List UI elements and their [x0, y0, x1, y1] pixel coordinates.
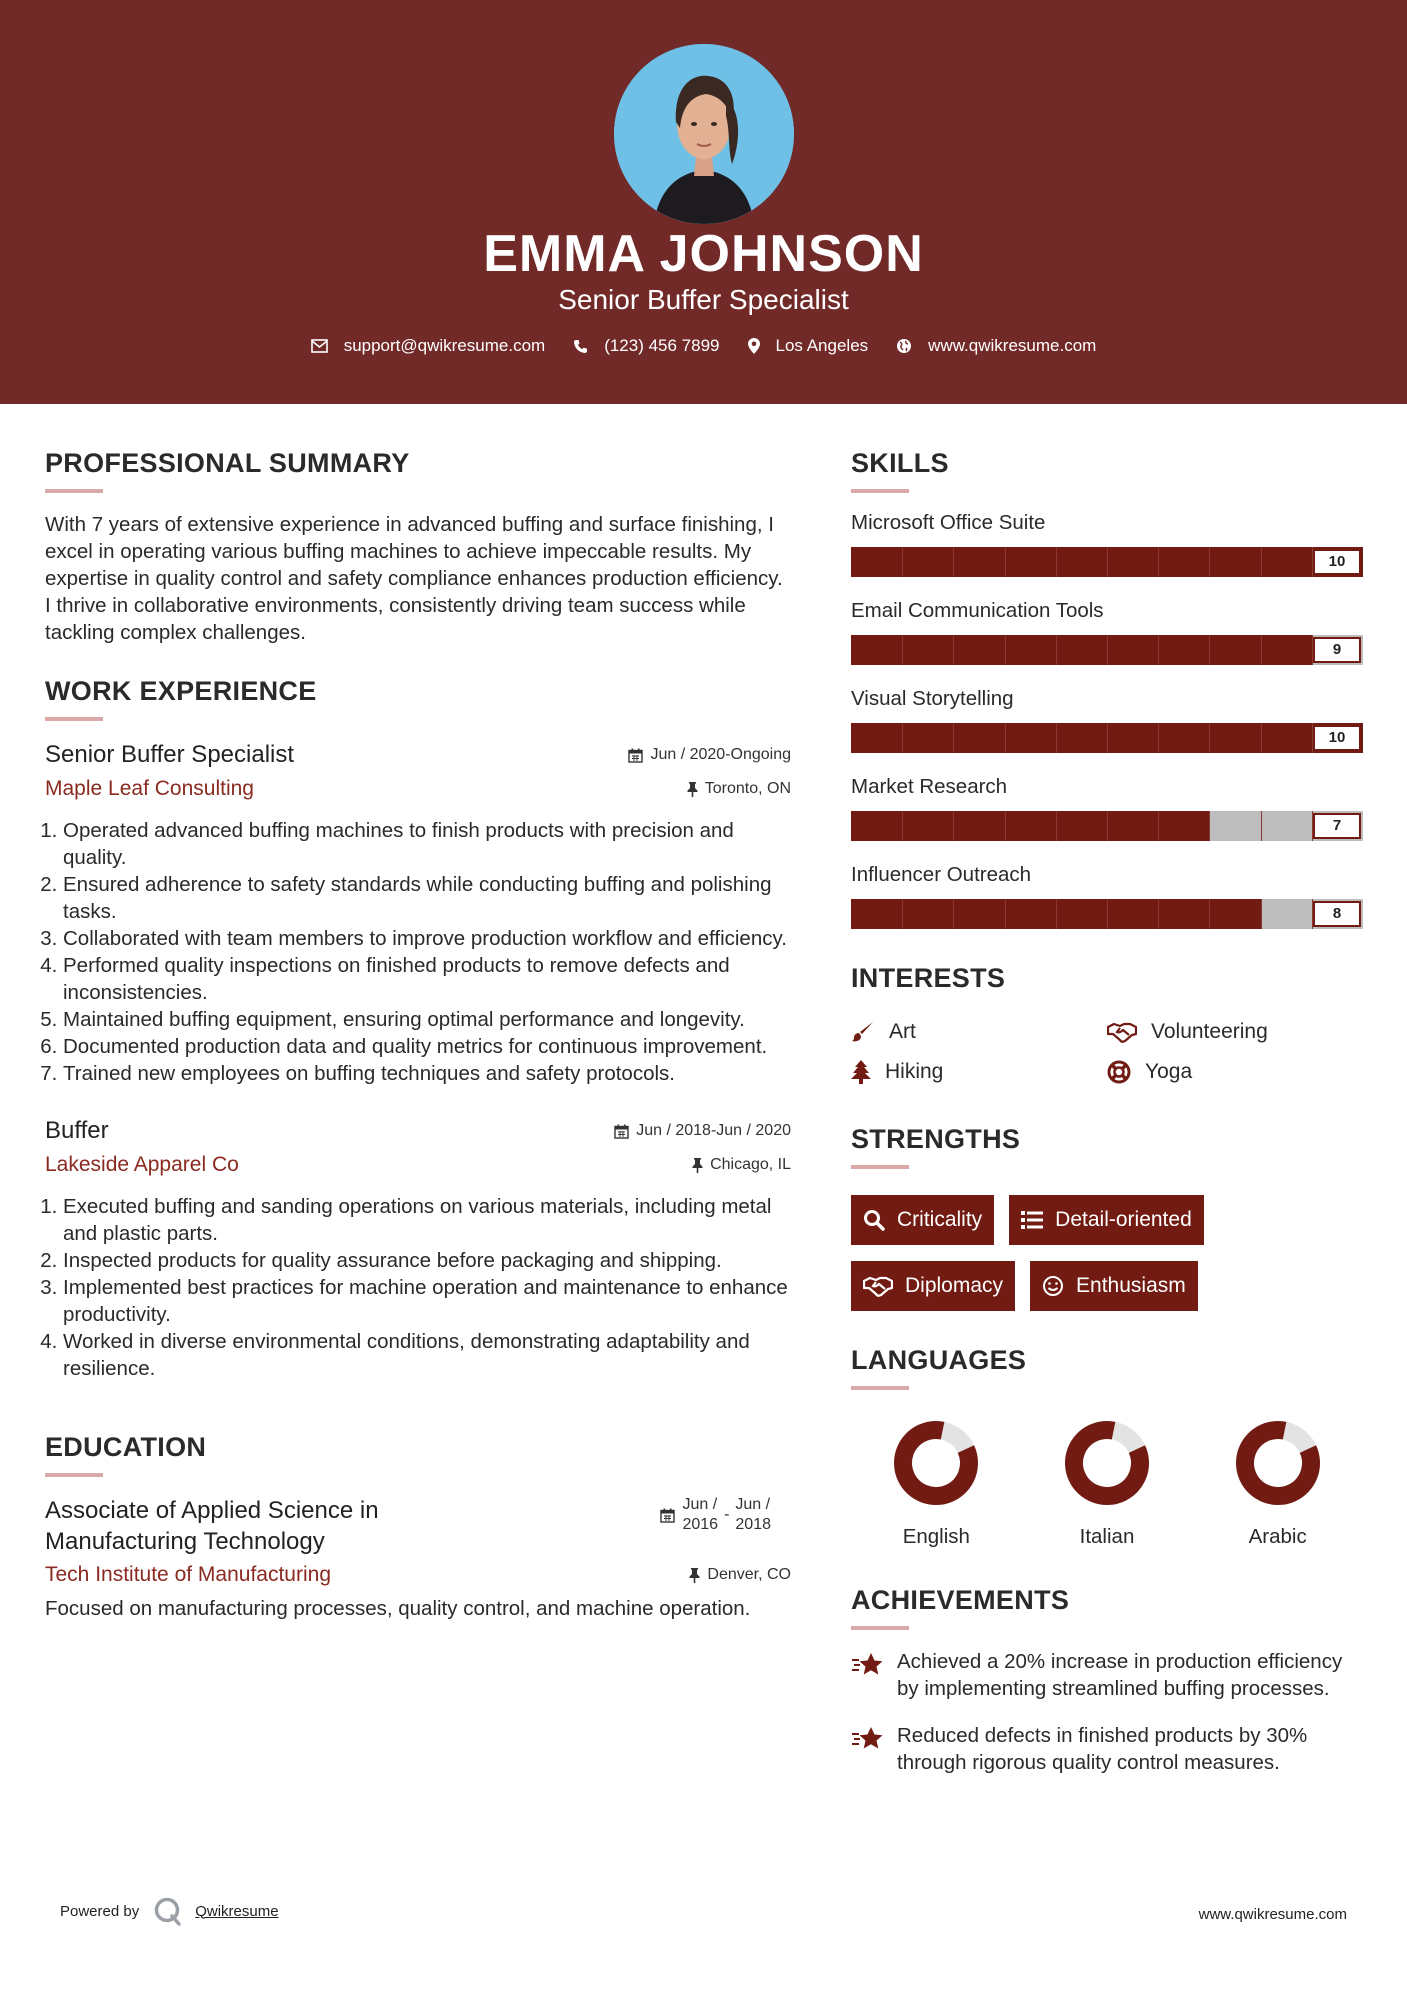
section-divider	[45, 1473, 103, 1477]
skill-name: Microsoft Office Suite	[851, 511, 1046, 534]
end-year: 2018	[735, 1516, 771, 1533]
skill-name: Email Communication Tools	[851, 599, 1104, 622]
job-location	[687, 780, 791, 798]
interest-label: Yoga	[1145, 1060, 1193, 1083]
company-name: Maple Leaf Consulting	[45, 777, 254, 800]
phone-text: (123) 456 7899	[604, 336, 720, 355]
job-location-text: Toronto, ON	[704, 780, 791, 797]
section-divider	[851, 1386, 909, 1390]
interests-section	[851, 963, 1363, 1084]
strengths-list	[851, 1195, 1363, 1327]
education-dates	[660, 1495, 771, 1535]
degree-title: Associate of Applied Science in Manufacturing Technology	[45, 1497, 379, 1555]
interests-heading: INTERESTS	[851, 963, 1006, 993]
donut-arc	[892, 1419, 980, 1507]
skill-bar-segment	[1209, 811, 1210, 841]
skill-score: 10	[1313, 549, 1361, 575]
interest-item	[851, 1020, 1107, 1044]
achievement-text: Achieved a 20% increase in production efficiency by implementing streamlined buffing processes.	[897, 1650, 1343, 1700]
education-location-text: Denver, CO	[707, 1566, 791, 1583]
achievements-section	[851, 1585, 1363, 1776]
section-divider	[851, 489, 909, 493]
skill-bar-segment	[1005, 723, 1006, 753]
skill-bar-fill	[851, 635, 1312, 665]
job-bullets	[45, 817, 791, 1087]
achievement-item	[851, 1648, 1363, 1702]
qwikresume-logo-icon	[153, 1896, 183, 1926]
skill-bar-segment	[1209, 547, 1210, 577]
profile-photo	[614, 44, 794, 224]
footer-site-link[interactable]: www.qwikresume.com	[1198, 1906, 1347, 1923]
summary-text: With 7 years of extensive experience in advanced buffing and surface finishing, I excel in operating various buffing machines to achieve impeccable results. My expertise in quality control and safety compliance enhances production efficiency. I thrive in collaborative environments, consistently driving team success while tackling complex challenges.	[45, 513, 783, 644]
date-dash: -	[724, 1506, 730, 1523]
candidate-name: EMMA JOHNSON	[483, 225, 924, 283]
interest-label: Volunteering	[1151, 1020, 1268, 1043]
skill-bar-segment	[953, 635, 954, 665]
language-item	[1192, 1418, 1363, 1549]
lifering-icon	[1107, 1060, 1131, 1084]
globe-icon	[896, 338, 912, 354]
skill-bar-segment	[1158, 635, 1159, 665]
job-title: Buffer	[45, 1117, 109, 1144]
start-year: 2016	[682, 1516, 719, 1533]
skill-bar-segment	[1107, 723, 1108, 753]
left-column	[45, 448, 791, 1622]
interest-item	[1107, 1020, 1363, 1044]
summary-section	[45, 448, 791, 646]
skill-bar	[851, 899, 1363, 929]
language-item	[851, 1418, 1022, 1549]
skill-bar-segment	[1005, 899, 1006, 929]
language-donut	[891, 1418, 981, 1508]
job-entry	[45, 741, 791, 1087]
skill-bar-segment	[1158, 811, 1159, 841]
skill-name: Influencer Outreach	[851, 863, 1032, 886]
skill-bar-segment	[1005, 811, 1006, 841]
calendar-icon	[660, 1508, 675, 1523]
skill-score: 10	[1313, 725, 1361, 751]
interest-item	[1107, 1060, 1363, 1084]
list-item: 7. Trained new employees on buffing techniques and safety protocols.	[63, 1060, 791, 1087]
education-heading: EDUCATION	[45, 1432, 207, 1462]
interest-label: Art	[889, 1020, 916, 1043]
skill-bar	[851, 635, 1363, 665]
skill-item	[851, 599, 1363, 665]
strength-tag	[851, 1195, 994, 1245]
handshake-icon	[863, 1275, 893, 1297]
skill-bar	[851, 547, 1363, 577]
strength-tag	[851, 1261, 1015, 1311]
skill-bar-segment	[953, 723, 954, 753]
job-location	[692, 1156, 791, 1174]
contact-phone[interactable]	[573, 336, 719, 356]
job-title: Senior Buffer Specialist	[45, 741, 295, 768]
job-dates	[614, 1122, 791, 1140]
skill-score: 7	[1313, 813, 1361, 839]
job-location-text: Chicago, IL	[710, 1156, 791, 1173]
section-divider	[851, 1165, 909, 1169]
skill-bar-segment	[953, 547, 954, 577]
language-name: English	[902, 1525, 970, 1548]
email-text: support@qwikresume.com	[343, 336, 546, 355]
pushpin-icon	[692, 1158, 703, 1173]
skill-bar-fill	[851, 811, 1209, 841]
language-name: Italian	[1079, 1525, 1135, 1548]
strength-label: Diplomacy	[905, 1274, 1004, 1297]
skill-bar-segment	[1107, 899, 1108, 929]
section-divider	[851, 1626, 909, 1630]
list-item: 2. Inspected products for quality assurance before packaging and shipping.	[63, 1247, 791, 1274]
person-photo-icon	[614, 44, 794, 224]
list-item: 3. Collaborated with team members to improve production workflow and efficiency.	[63, 925, 791, 952]
skill-bar-segment	[1056, 899, 1057, 929]
language-donut	[1062, 1418, 1152, 1508]
skill-bar-segment	[1158, 547, 1159, 577]
contact-bar	[0, 336, 1407, 356]
language-item	[1022, 1418, 1193, 1549]
skill-bar-segment	[1261, 635, 1262, 665]
section-divider	[45, 489, 103, 493]
list-item: 1. Operated advanced buffing machines to finish products with precision and quality.	[63, 817, 791, 871]
donut-arc	[1234, 1419, 1322, 1507]
contact-website[interactable]	[896, 336, 1096, 356]
smile-icon	[1042, 1275, 1064, 1297]
skill-bar-segment	[1209, 723, 1210, 753]
skill-bar-segment	[1209, 899, 1210, 929]
skill-bar-segment	[1056, 723, 1057, 753]
right-column	[851, 448, 1363, 1776]
skill-bar	[851, 811, 1363, 841]
skill-item	[851, 775, 1363, 841]
strength-label: Detail-oriented	[1055, 1208, 1192, 1231]
experience-section	[45, 676, 791, 1382]
list-item: 2. Ensured adherence to safety standards while conducting buffing and polishing tasks.	[63, 871, 791, 925]
list-item: 6. Documented production data and quality metrics for continuous improvement.	[63, 1033, 791, 1060]
contact-location	[748, 336, 869, 356]
list-item: 4. Performed quality inspections on finished products to remove defects and inconsistencies.	[63, 952, 791, 1006]
contact-email[interactable]	[311, 336, 546, 356]
job-dates-text: Jun / 2020-Ongoing	[650, 746, 791, 763]
job-dates-text: Jun / 2018-Jun / 2020	[636, 1122, 791, 1139]
skill-bar-segment	[902, 723, 903, 753]
pushpin-icon	[687, 782, 698, 797]
end-month: Jun /	[735, 1496, 771, 1513]
skill-item	[851, 863, 1363, 929]
pushpin-icon	[689, 1568, 700, 1583]
job-bullets	[45, 1193, 791, 1382]
achievement-item	[851, 1722, 1363, 1776]
skill-bar-segment	[1158, 723, 1159, 753]
skill-bar-segment	[1005, 635, 1006, 665]
strengths-heading: STRENGTHS	[851, 1124, 1021, 1154]
job-dates	[628, 746, 791, 764]
search-icon	[863, 1209, 885, 1231]
language-name: Arabic	[1248, 1525, 1307, 1548]
languages-section	[851, 1345, 1363, 1549]
company-name: Lakeside Apparel Co	[45, 1153, 239, 1176]
list-item: 1. Executed buffing and sanding operations on various materials, including metal and plastic parts.	[63, 1193, 791, 1247]
interest-item	[851, 1060, 1107, 1084]
skill-bar-segment	[1261, 899, 1262, 929]
skill-name: Market Research	[851, 775, 1008, 798]
start-month: Jun /	[682, 1496, 718, 1513]
candidate-title: Senior Buffer Specialist	[558, 284, 849, 315]
language-donut	[1233, 1418, 1323, 1508]
section-divider	[45, 717, 103, 721]
website-text: www.qwikresume.com	[928, 336, 1097, 355]
strength-tag	[1030, 1261, 1198, 1311]
achievement-text: Reduced defects in finished products by 30% through rigorous quality control measures.	[897, 1724, 1308, 1774]
achievements-heading: ACHIEVEMENTS	[851, 1585, 1070, 1615]
skill-item	[851, 511, 1363, 577]
location-text: Los Angeles	[775, 336, 869, 355]
calendar-icon	[628, 748, 643, 763]
interests-list	[851, 1020, 1363, 1084]
skill-bar-segment	[902, 811, 903, 841]
education-location	[689, 1566, 791, 1584]
footer-branding	[60, 1896, 279, 1926]
education-section	[45, 1432, 791, 1622]
strengths-section	[851, 1124, 1363, 1327]
skill-name: Visual Storytelling	[851, 687, 1014, 710]
skill-bar-segment	[1261, 547, 1262, 577]
school-name: Tech Institute of Manufacturing	[45, 1563, 331, 1586]
skill-bar-segment	[902, 547, 903, 577]
interest-label: Hiking	[885, 1060, 944, 1083]
skills-heading: SKILLS	[851, 448, 949, 478]
skills-section	[851, 448, 1363, 929]
list-item: 4. Worked in diverse environmental conditions, demonstrating adaptability and resilience.	[63, 1328, 791, 1382]
envelope-icon	[311, 339, 328, 353]
experience-heading: WORK EXPERIENCE	[45, 676, 317, 706]
skill-bar	[851, 723, 1363, 753]
resume-header	[0, 0, 1407, 404]
skill-item	[851, 687, 1363, 753]
qwikresume-link[interactable]: Qwikresume	[195, 1902, 279, 1920]
skill-bar-segment	[1107, 547, 1108, 577]
skill-bar-segment	[1056, 547, 1057, 577]
education-text: Focused on manufacturing processes, quality control, and machine operation.	[45, 1597, 751, 1620]
handshake-icon	[1107, 1021, 1137, 1043]
powered-by-text: Powered by	[60, 1902, 140, 1920]
donut-arc	[1063, 1419, 1151, 1507]
skill-bar-segment	[953, 899, 954, 929]
skill-bar-segment	[1107, 811, 1108, 841]
skills-list	[851, 511, 1363, 929]
star-award-icon	[851, 1724, 885, 1752]
skill-bar-segment	[1261, 723, 1262, 753]
skill-bar-segment	[902, 899, 903, 929]
map-marker-icon	[748, 338, 760, 354]
strength-label: Enthusiasm	[1076, 1274, 1186, 1297]
languages-heading: LANGUAGES	[851, 1345, 1027, 1375]
skill-bar-segment	[1261, 811, 1262, 841]
job-entry	[45, 1117, 791, 1382]
skill-bar-segment	[1056, 635, 1057, 665]
star-award-icon	[851, 1650, 885, 1678]
skill-bar-segment	[1107, 635, 1108, 665]
skill-bar-segment	[902, 635, 903, 665]
phone-icon	[573, 339, 588, 354]
skill-bar-segment	[953, 811, 954, 841]
skill-bar-segment	[1209, 635, 1210, 665]
languages-list	[851, 1418, 1363, 1549]
skill-bar-segment	[1056, 811, 1057, 841]
strength-tag	[1009, 1195, 1204, 1245]
skill-bar-segment	[1158, 899, 1159, 929]
skill-bar-segment	[1005, 547, 1006, 577]
list-item: 5. Maintained buffing equipment, ensuring optimal performance and longevity.	[63, 1006, 791, 1033]
skill-score: 8	[1313, 901, 1361, 927]
summary-heading: PROFESSIONAL SUMMARY	[45, 448, 410, 478]
calendar-icon	[614, 1124, 629, 1139]
skill-score: 9	[1313, 637, 1361, 663]
strength-label: Criticality	[897, 1208, 983, 1231]
tree-icon	[851, 1060, 871, 1084]
list-icon	[1021, 1211, 1043, 1229]
paintbrush-icon	[851, 1020, 875, 1044]
list-item: 3. Implemented best practices for machine operation and maintenance to enhance productivity.	[63, 1274, 791, 1328]
